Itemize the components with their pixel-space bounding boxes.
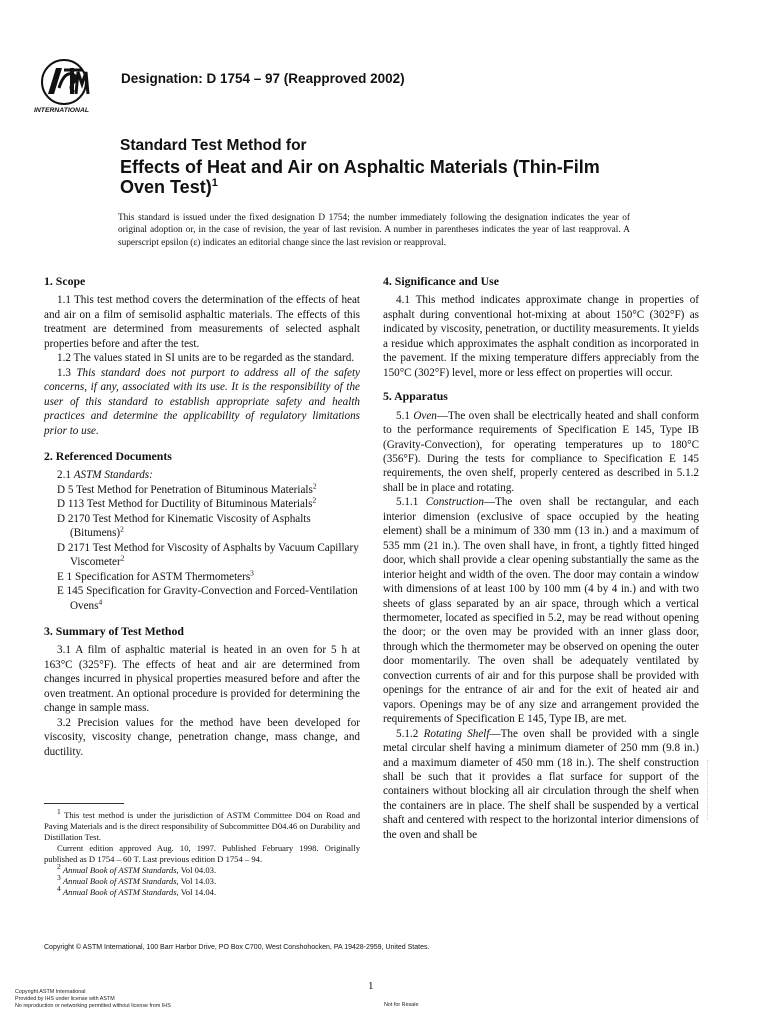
resale-notice: Not for Resale xyxy=(384,1002,419,1008)
reference-item: E 145 Specification for Gravity-Convection and Forced-Ventilation Ovens$^4$ xyxy=(57,585,358,612)
section-heading-scope: 1. Scope xyxy=(44,274,86,288)
right-column xyxy=(383,274,699,842)
standard-type: Standard Test Method for xyxy=(120,137,307,154)
designation: Designation: D 1754 – 97 (Reapproved 2002) xyxy=(121,71,405,86)
section-heading-referenced-documents: 2. Referenced Documents xyxy=(44,448,172,463)
page-number: 1 xyxy=(368,980,374,992)
paragraph-1-3 xyxy=(44,366,360,438)
footnote-rule xyxy=(44,803,124,804)
paragraph-3-1: 3.1 A film of asphaltic material is heated in an oven for 5 h at 163°C (325°F). The effects of heat and air are determined from changes incurred in physical properties measured before and after the oven treatment. An optional procedure is provided for determining the change in sample mass. xyxy=(44,644,360,715)
footnote-2: $^2$ Annual Book of ASTM Standards, Vol 04.03. xyxy=(57,862,217,875)
reference-item: D 2171 Test Method for Viscosity of Asphalts by Vacuum Capillary Viscometer$^2$ xyxy=(57,541,359,569)
footnote-4: $^4$ Annual Book of ASTM Standards, Vol 14.04. xyxy=(57,884,217,897)
title-line-1: Effects of Heat and Air on Asphaltic Materials (Thin-Film xyxy=(120,157,600,177)
margin-mark xyxy=(707,760,712,820)
copyright-line: Copyright © ASTM International, 100 Barr Harbor Drive, PO Box C700, West Conshohocken, PA 19428-2959, United States. xyxy=(44,944,430,951)
reference-item: D 5 Test Method for Penetration of Bituminous Materials$^2$ xyxy=(57,481,317,496)
paragraph-5-1: 5.1 Oven—The oven shall be electrically heated and shall conform to the performance requirements of Specification E 145, Type IB (Gravity-Convection), for operating temperatures up to 180°C (356°F). During the tests for compliance to Specification E 145 requirements, the oven shelf, properly centered as described in 5.1.2 shall be in place and rotating. xyxy=(383,409,699,494)
reference-item: E 1 Specification for ASTM Thermometers$^3$ xyxy=(57,567,254,583)
paragraph-3-2: 3.2 Precision values for the method have been developed for viscosity, viscosity change, penetration change, mass change, and ductility. xyxy=(44,716,360,758)
footnote-3: $^3$ Annual Book of ASTM Standards, Vol 14.03. xyxy=(57,873,217,886)
title-footnote-mark: 1 xyxy=(211,177,218,189)
footnotes xyxy=(44,807,360,898)
footnote-1: $^1$ This test method is under the jurisdiction of ASTM Committee D04 on Road and Paving Materials and is the direct responsibility of Subcommittee D04.46 on Durability and Distillation Test. xyxy=(44,807,360,842)
preface-note: This standard is issued under the fixed designation D 1754; the number immediately following the designation indicates the year of original adoption or, in the case of revision, the year of last revision. A number in parentheses indicates the year of last reapproval. A superscript epsilon (ε) indicates an editorial change since the last revision or reapproval. xyxy=(118,213,630,248)
paragraph-number: 2.1 xyxy=(57,469,71,482)
paragraph-1-1: 1.1 This test method covers the determination of the effects of heat and air on a film of semisolid asphaltic materials. The effects of this treatment are determined from measurements of selected asphalt properties before and after the test. xyxy=(44,294,360,350)
document-title xyxy=(120,157,680,197)
safety-statement: This standard does not purport to address all of the safety concerns, if any, associated with its use. It is the responsibility of the user of this standard to establish appropriate safety and health practices and determine the applicability of regulatory limitations prior to use. xyxy=(44,366,360,437)
section-heading-significance: 4. Significance and Use xyxy=(383,274,500,288)
subheading-text: ASTM Standards: xyxy=(73,469,153,482)
paragraph-5-1-2: 5.1.2 Rotating Shelf—The oven shall be provided with a single metal circular shelf having a minimum diameter of 250 mm (9.8 in.) and a maximum diameter of 450 mm (18 in.). The shelf construction shall be such that it provides a flat surface for support of the containers without blocking all air circulation through the shelf when the containers are in place. The shelf shall be suspended by a vertical shaft and centered with respect to the horizontal interior dimensions of the oven and shall be xyxy=(383,727,699,841)
reference-item: D 113 Test Method for Ductility of Bituminous Materials$^2$ xyxy=(57,495,317,511)
paragraph-1-2: 1.2 The values stated in SI units are to be regarded as the standard. xyxy=(57,352,355,365)
paragraph-5-1-1: 5.1.1 Construction—The oven shall be rectangular, and each interior dimension (exclusive of space occupied by the heating element) shall be a minimum of 330 mm (13 in.) and a maximum of 535 mm (21 in.). The oven shall have, in front, a tightly fitted hinged door, which shall provide a clear opening substantially the same as the interior height and width of the oven. The door may contain a window with dimensions of at least 100 by 100 mm (4 by 4 in.) and with two sheets of glass separated by an air space, through which a vertical thermometer, located as specified in 5.2, may be read without opening the door; or the oven may be provided with an inner glass door, through which the thermometer may be observed on opening the outer door momentarily. The oven shall be adequately ventilated by convection currents of air and for this purpose shall be provided with openings for the entrance of air and for the exit of heated air and vapors. Openings may be of any size and arrangement provided the requirements of Specification E 145, Type IB, are met. xyxy=(383,496,699,726)
reference-item: D 2170 Test Method for Kinematic Viscosity of Asphalts (Bitumens)$^2$ xyxy=(57,512,311,540)
section-heading-summary: 3. Summary of Test Method xyxy=(44,623,184,638)
logo-caption: INTERNATIONAL xyxy=(34,107,89,114)
left-column xyxy=(44,274,360,759)
paragraph-4-1: 4.1 This method indicates approximate change in properties of asphalt during conventional hot-mixing at about 150°C (302°F) as indicated by viscosity, penetration, or ductility measurements. It yields a residue which approximates the asphalt condition as incorporated in the pavement. If the mixing temperature differs appreciably from the 150°C (302°F) level, more or less effect on properties will occur. xyxy=(383,294,699,379)
footnote-1-edition: Current edition approved Aug. 10, 1997. Published February 1998. Originally published as D 1754 – 60 T. Last previous edition D 1754 – 94. xyxy=(44,843,360,864)
astm-logo xyxy=(34,58,110,118)
section-heading-apparatus: 5. Apparatus xyxy=(383,389,448,404)
paragraph-number: 1.3 xyxy=(57,366,71,379)
license-notice: Copyright ASTM International Provided by IHS under license with ASTM No reproduction or networking permitted without license from IHS xyxy=(15,989,171,1009)
title-line-2: Oven Test) xyxy=(120,177,212,197)
